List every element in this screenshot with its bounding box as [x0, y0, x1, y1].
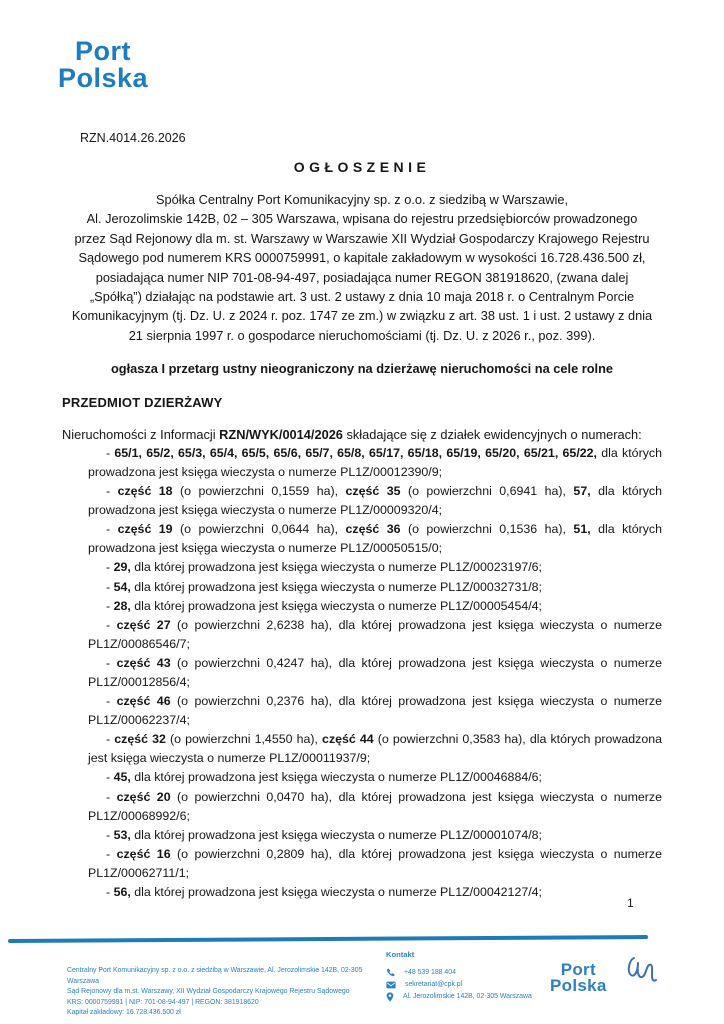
parcel-list — [62, 444, 662, 902]
envelope-icon — [386, 981, 396, 989]
list-intro-prefix: Nieruchomości z Informacji — [62, 426, 220, 442]
list-item: - 65/1, 65/2, 65/3, 65/4, 65/5, 65/6, 65/7, 65/8, 65/17, 65/18, 65/19, 65/20, 65/21, 65/22, dla których prowadzona jest księga wieczysta o numerze PL1Z/00012390/9; — [88, 445, 662, 479]
logo-line-2: Polska — [58, 63, 149, 93]
contact-phone: +48 539 188 404 — [404, 969, 456, 976]
list-item: - 54, dla której prowadzona jest księga wieczysta o numerze PL1Z/00032731/8; — [106, 579, 543, 594]
paragraph-line: Al. Jerozolimskie 142B, 02 – 305 Warszawa, wpisana do rejestru przedsiębiorców prowadzonego — [86, 211, 638, 227]
footer-logo-line-2: Polska — [550, 976, 607, 995]
list-item: - część 43 (o powierzchni 0,4247 ha), dla której prowadzona jest księga wieczysta o numerze PL1Z/00012856/4; — [88, 655, 663, 689]
logo-line-1: Port — [75, 36, 132, 66]
announcement-line: ogłasza I przetarg ustny nieograniczony na dzierżawę nieruchomości na cele rolne — [110, 361, 614, 377]
footer-company-line: KRS: 0000759991 | NIP: 701-08-94-497 | REGON: 381918620 — [67, 998, 259, 1006]
document-title: OGŁOSZENIE — [293, 159, 431, 175]
list-item: - 45, dla której prowadzona jest księga wieczysta o numerze PL1Z/00046884/6; — [106, 770, 543, 785]
port-polska-logo — [58, 38, 148, 92]
footer-company-line: Centralny Port Komunikacyjny sp. z o.o. z siedzibą w Warszawie, Al. Jerozolimskie 142B, 02-305 Warszawa — [67, 967, 363, 985]
footer-divider — [8, 935, 648, 943]
contact-email-row — [386, 979, 532, 990]
reference-number: RZN.4014.26.2026 — [80, 131, 186, 145]
paragraph-line: 21 sierpnia 1997 r. o gospodarce nieruchomościami (tj. Dz. U. z 2026 r., poz. 399). — [128, 327, 596, 343]
contact-email: sekretariat@cpk.pl — [405, 981, 463, 988]
document-body — [62, 190, 662, 902]
list-intro — [62, 425, 662, 444]
footer-contact — [386, 950, 532, 1003]
list-item: - część 27 (o powierzchni 2,6238 ha), dla której prowadzona jest księga wieczysta o numerze PL1Z/00086546/7; — [88, 617, 663, 651]
list-item: - część 18 (o powierzchni 0,1559 ha), część 35 (o powierzchni 0,6941 ha), 57, dla których prowadzona jest księga wieczysta o numerze PL1Z/00009320/4; — [88, 484, 663, 518]
phone-icon — [386, 968, 395, 977]
intro-paragraph — [62, 190, 662, 345]
contact-phone-row — [386, 967, 532, 978]
footer-logo-line-1: Port — [560, 960, 596, 979]
list-item: - część 20 (o powierzchni 0,0470 ha), dla której prowadzona jest księga wieczysta o numerze PL1Z/00068992/6; — [88, 789, 663, 823]
signature — [622, 950, 674, 994]
paragraph-line: Sądowego pod numerem KRS 0000759991, o kapitale zakładowym w wysokości 16.728.436.500 zł, — [78, 250, 646, 266]
footer-company-info — [67, 966, 377, 1019]
footer-logo — [550, 962, 607, 994]
paragraph-line: Spółka Centralny Port Komunikacyjny sp. z o.o. z siedzibą w Warszawie, — [155, 192, 569, 207]
list-intro-suffix: składające się z działek ewidencyjnych o numerach: — [342, 426, 642, 442]
section-heading: PRZEDMIOT DZIERŻAWY — [62, 394, 223, 410]
list-item: - 28, dla której prowadzona jest księga wieczysta o numerze PL1Z/00005454/4; — [106, 598, 543, 613]
list-intro-reference: RZN/WYK/0014/2026 — [219, 426, 343, 442]
paragraph-line: „Spółką”) działając na podstawie art. 3 ust. 2 ustawy z dnia 10 maja 2018 r. o Centralnym Porcie — [89, 289, 635, 305]
location-pin-icon — [386, 992, 394, 1002]
list-item: - część 16 (o powierzchni 0,2809 ha), dla której prowadzona jest księga wieczysta o numerze PL1Z/00062711/1; — [88, 846, 663, 880]
paragraph-line: posiadająca numer NIP 701-08-94-497, posiadająca numer REGON 381918620, (zwana dalej — [95, 269, 629, 285]
list-item: - część 19 (o powierzchni 0,0644 ha), część 36 (o powierzchni 0,1536 ha), 51, dla których prowadzona jest księga wieczysta o numerze PL1Z/00050515/0; — [88, 522, 663, 556]
paragraph-line: Komunikacyjnym (tj. Dz. U. z 2024 r. poz. 1747 ze zm.) w związku z art. 38 ust. 1 i ust. 2 ustawy z dnia — [71, 308, 653, 324]
list-item: - 53, dla której prowadzona jest księga wieczysta o numerze PL1Z/00001074/8; — [106, 827, 543, 842]
list-item: - 29, dla której prowadzona jest księga wieczysta o numerze PL1Z/00023197/6; — [106, 560, 543, 575]
list-item: - 56, dla której prowadzona jest księga wieczysta o numerze PL1Z/00042127/4; — [106, 885, 543, 900]
contact-heading: Kontakt — [386, 950, 415, 959]
page-number: 1 — [627, 896, 634, 910]
contact-address-row — [386, 991, 532, 1002]
paragraph-line: przez Sąd Rejonowy dla m. st. Warszawy w Warszawie XII Wydział Gospodarczy Krajowego Rejestru — [74, 230, 650, 246]
footer-company-line: Sąd Rejonowy dla m.st. Warszawy, XII Wydział Gospodarczy Krajowego Rejestru Sądowego — [67, 988, 350, 996]
list-item: - część 32 (o powierzchni 1,4550 ha), część 44 (o powierzchni 0,3583 ha), dla których prowadzona jest księga wieczysta o numerze PL1Z/00011937/9; — [88, 732, 663, 766]
contact-address: Al. Jerozolimskie 142B, 02-305 Warszawa — [403, 993, 532, 1000]
footer-company-line: Kapitał zakładowy: 16.728.436.500 zł — [67, 1009, 181, 1017]
list-item: - część 46 (o powierzchni 0,2376 ha), dla której prowadzona jest księga wieczysta o numerze PL1Z/00062237/4; — [88, 694, 663, 728]
